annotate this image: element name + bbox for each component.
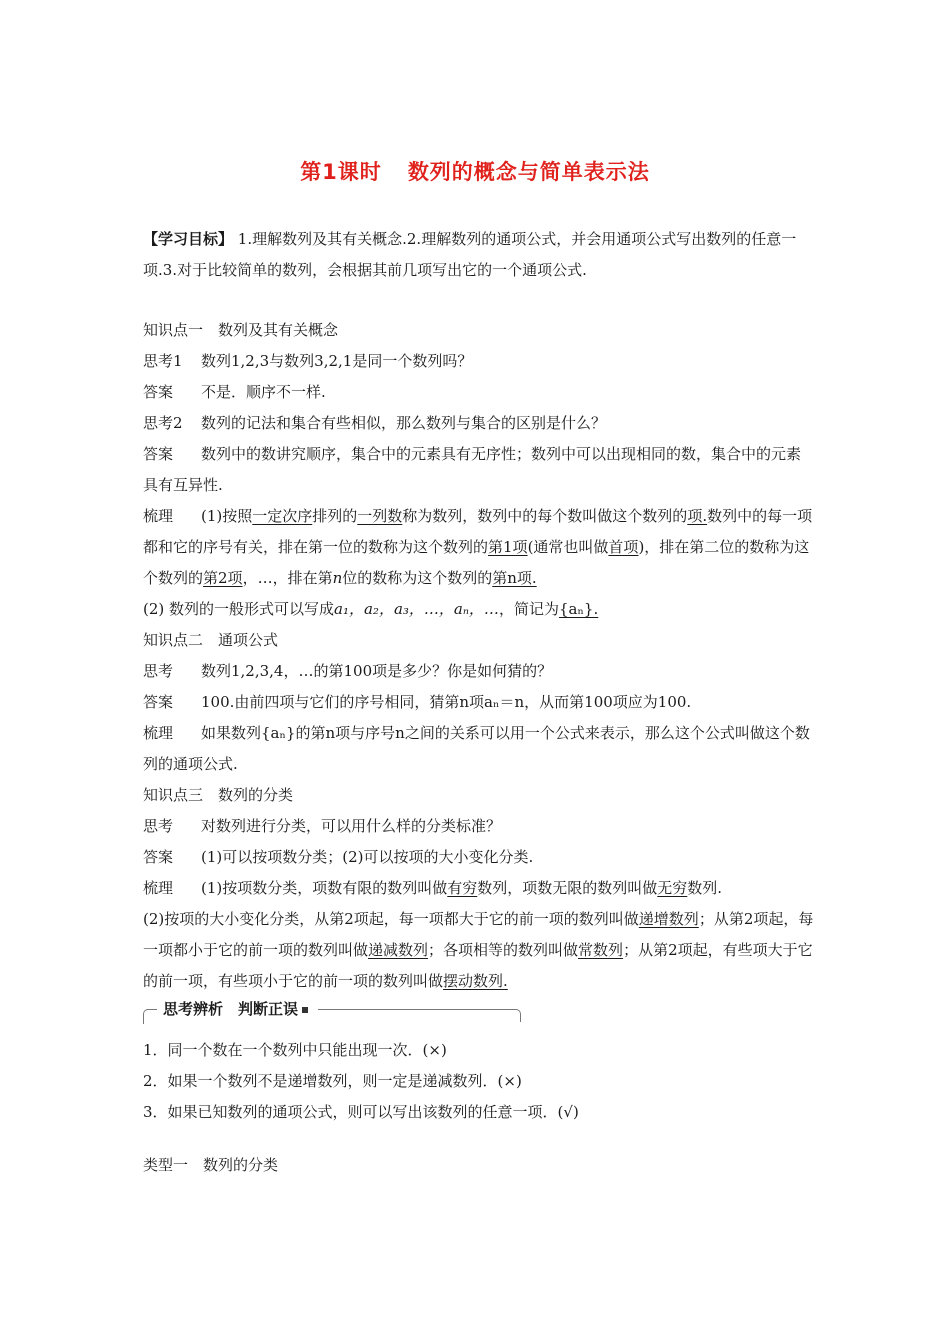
blank-answer: 有穷	[447, 879, 478, 897]
kp1-summary-1: 梳理 (1)按照一定次序排列的一列数称为数列，数列中的每个数叫做这个数列的项.数列中的每一项都和它的序号有关，排在第一位的数称为这个数列的第1项(通常也叫做首项)，排在第二位的数称为这个数列的第2项，…，排在第n位的数称为这个数列的第n项.	[143, 507, 813, 587]
page-title	[0, 156, 950, 186]
kp2-think: 思考 数列1,2,3,4，…的第100项是多少？你是如何猜的？	[143, 662, 553, 680]
kp2-heading: 知识点二 通项公式	[143, 631, 279, 649]
content	[143, 224, 815, 1181]
square-bullet-icon	[302, 1007, 308, 1013]
blank-answer: {aₙ}.	[558, 600, 599, 618]
blank-answer: 递减数列	[368, 941, 429, 959]
title-lesson: 第1课时	[300, 160, 382, 184]
kp1-think1: 思考1 数列1,2,3与数列3,2,1是同一个数列吗？	[143, 352, 473, 370]
kp1-think2: 思考2 数列的记法和集合有些相似，那么数列与集合的区别是什么？	[143, 414, 607, 432]
blank-answer: 无穷	[657, 879, 688, 897]
judgment-item: 2．如果一个数列不是递增数列，则一定是递减数列．(×)	[143, 1072, 522, 1090]
kp2-answer: 答案 100.由前四项与它们的序号相同，猜第n项aₙ＝n，从而第100项应为100.	[143, 693, 692, 711]
blank-answer: 第n项.	[492, 569, 537, 587]
banner-title: 思考辨析 判断正误	[163, 1000, 299, 1018]
kp3-think: 思考 对数列进行分类，可以用什么样的分类标准？	[143, 817, 502, 835]
title-topic: 数列的概念与简单表示法	[407, 160, 650, 184]
blank-answer: 一定次序	[252, 507, 313, 525]
sequence-form: a₁，a₂，a₃，…，aₙ，…	[334, 600, 499, 618]
objectives-text: 1.理解数列及其有关概念.2.理解数列的通项公式，并会用通项公式写出数列的任意一项.3.对于比较简单的数列，会根据其前几项写出它的一个通项公式.	[143, 230, 797, 279]
type1-heading: 类型一 数列的分类	[143, 1156, 279, 1174]
kp3-answer: 答案 (1)可以按项数分类；(2)可以按项的大小变化分类.	[143, 848, 534, 866]
kp3-heading: 知识点三 数列的分类	[143, 786, 294, 804]
blank-answer: 项.	[687, 507, 708, 525]
blank-answer: 递增数列	[638, 910, 699, 928]
kp1-summary-2: (2) 数列的一般形式可以写成a₁，a₂，a₃，…，aₙ，…，简记为{aₙ}.	[143, 600, 599, 618]
judgment-item: 1．同一个数在一个数列中只能出现一次．(×)	[143, 1041, 447, 1059]
judgment-item: 3．如果已知数列的通项公式，则可以写出该数列的任意一项．(√)	[143, 1103, 579, 1121]
kp1-answer1: 答案 不是．顺序不一样.	[143, 383, 326, 401]
kp1-heading: 知识点一 数列及其有关概念	[143, 321, 339, 339]
kp3-summary-2: (2)按项的大小变化分类，从第2项起，每一项都大于它的前一项的数列叫做递增数列；从第2项起，每一项都小于它的前一项的数列叫做递减数列；各项相等的数列叫做常数列；从第2项起，有些项大于它的前一项，有些项小于它的前一项的数列叫做摆动数列.	[143, 910, 814, 990]
blank-answer: 首项	[608, 538, 639, 556]
blank-answer: 第1项	[488, 538, 528, 556]
kp1-answer2: 答案 数列中的数讲究顺序，集合中的元素具有无序性；数列中可以出现相同的数，集合中的元素具有互异性.	[143, 445, 802, 494]
blank-answer: 常数列	[578, 941, 624, 959]
learning-objectives	[143, 224, 815, 286]
objectives-label: 【学习目标】	[143, 230, 234, 248]
kp3-summary-1: 梳理 (1)按项数分类，项数有限的数列叫做有穷数列，项数无限的数列叫做无穷数列.	[143, 879, 723, 897]
blank-answer: 一列数	[357, 507, 403, 525]
kp2-summary: 梳理 如果数列{aₙ}的第n项与序号n之间的关系可以用一个公式来表示，那么这个公式叫做这个数列的通项公式.	[143, 724, 810, 773]
section-banner	[143, 999, 521, 1027]
blank-answer: 第2项	[203, 569, 243, 587]
blank-answer: 摆动数列.	[443, 972, 508, 990]
